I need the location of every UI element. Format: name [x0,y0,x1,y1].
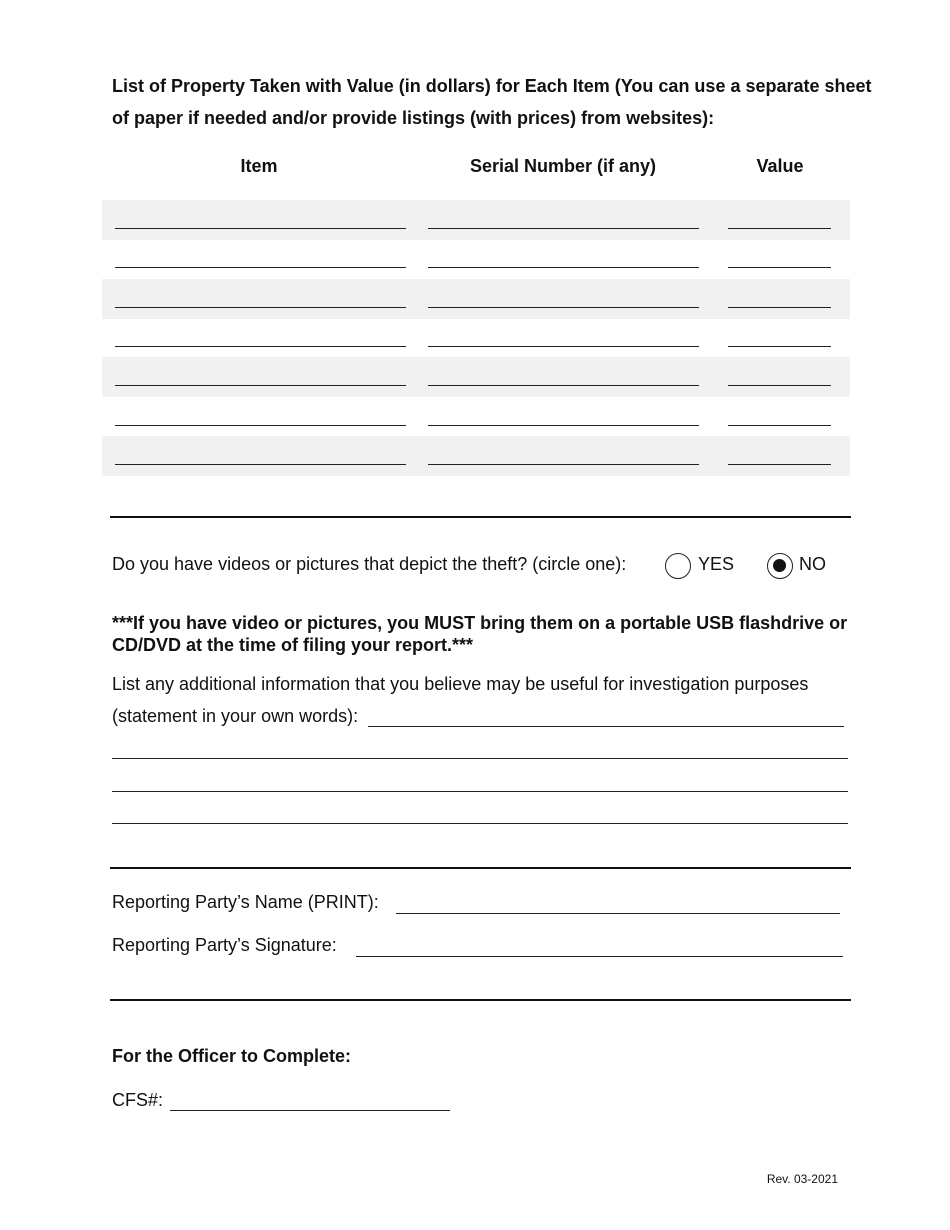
item-field[interactable] [115,385,406,386]
additional-info-field-4[interactable] [112,823,848,824]
reporting-party-name-field[interactable] [396,913,840,914]
item-field[interactable] [115,228,406,229]
cfs-number-field[interactable] [170,1110,450,1111]
value-field[interactable] [728,307,831,308]
table-row [102,279,850,319]
additional-info-field-1[interactable] [368,726,844,727]
reporting-party-signature-label: Reporting Party’s Signature: [112,935,337,955]
media-question-label: Do you have videos or pictures that depict the theft? (circle one): [112,554,627,574]
item-field[interactable] [115,307,406,308]
yes-radio-button[interactable] [665,553,691,579]
section-divider [110,516,851,518]
item-field[interactable] [115,346,406,347]
value-field[interactable] [728,464,831,465]
officer-section-heading: For the Officer to Complete: [112,1046,352,1066]
item-field[interactable] [115,464,406,465]
table-row [102,318,850,358]
section-divider [110,999,851,1001]
revision-label: Rev. 03-2021 [766,1172,838,1186]
serial-field[interactable] [428,267,699,268]
reporting-party-name-label: Reporting Party’s Name (PRINT): [112,892,379,912]
value-field[interactable] [728,267,831,268]
column-header-item: Item [240,156,278,176]
column-header-value: Value [756,156,804,176]
serial-field[interactable] [428,425,699,426]
yes-radio-label: YES [698,554,735,574]
value-field[interactable] [728,385,831,386]
additional-info-label-cont: (statement in your own words): [112,706,359,726]
table-row [102,397,850,437]
reporting-party-signature-field[interactable] [356,956,843,957]
serial-field[interactable] [428,464,699,465]
serial-field[interactable] [428,307,699,308]
table-row [102,200,850,240]
value-field[interactable] [728,346,831,347]
cfs-number-label: CFS#: [112,1090,164,1110]
table-row [102,436,850,476]
section-divider [110,867,851,869]
table-row [102,357,850,397]
additional-info-label: List any additional information that you believe may be useful for investigation purposes [112,674,809,694]
item-field[interactable] [115,425,406,426]
table-row [102,239,850,279]
serial-field[interactable] [428,346,699,347]
additional-info-field-3[interactable] [112,791,848,792]
column-header-serial: Serial Number (if any) [469,156,657,176]
value-field[interactable] [728,228,831,229]
additional-info-field-2[interactable] [112,758,848,759]
no-radio-button[interactable] [767,553,793,579]
serial-field[interactable] [428,228,699,229]
no-radio-label: NO [799,554,826,574]
item-field[interactable] [115,267,406,268]
property-list-instructions: List of Property Taken with Value (in dollars) for Each Item (You can use a separate sheet of paper if needed and/or provide listings (with prices) from websites): [112,76,872,128]
media-warning: ***If you have video or pictures, you MUST bring them on a portable USB flashdrive or CD/DVD at the time of filing your report.*** [112,613,848,655]
value-field[interactable] [728,425,831,426]
serial-field[interactable] [428,385,699,386]
